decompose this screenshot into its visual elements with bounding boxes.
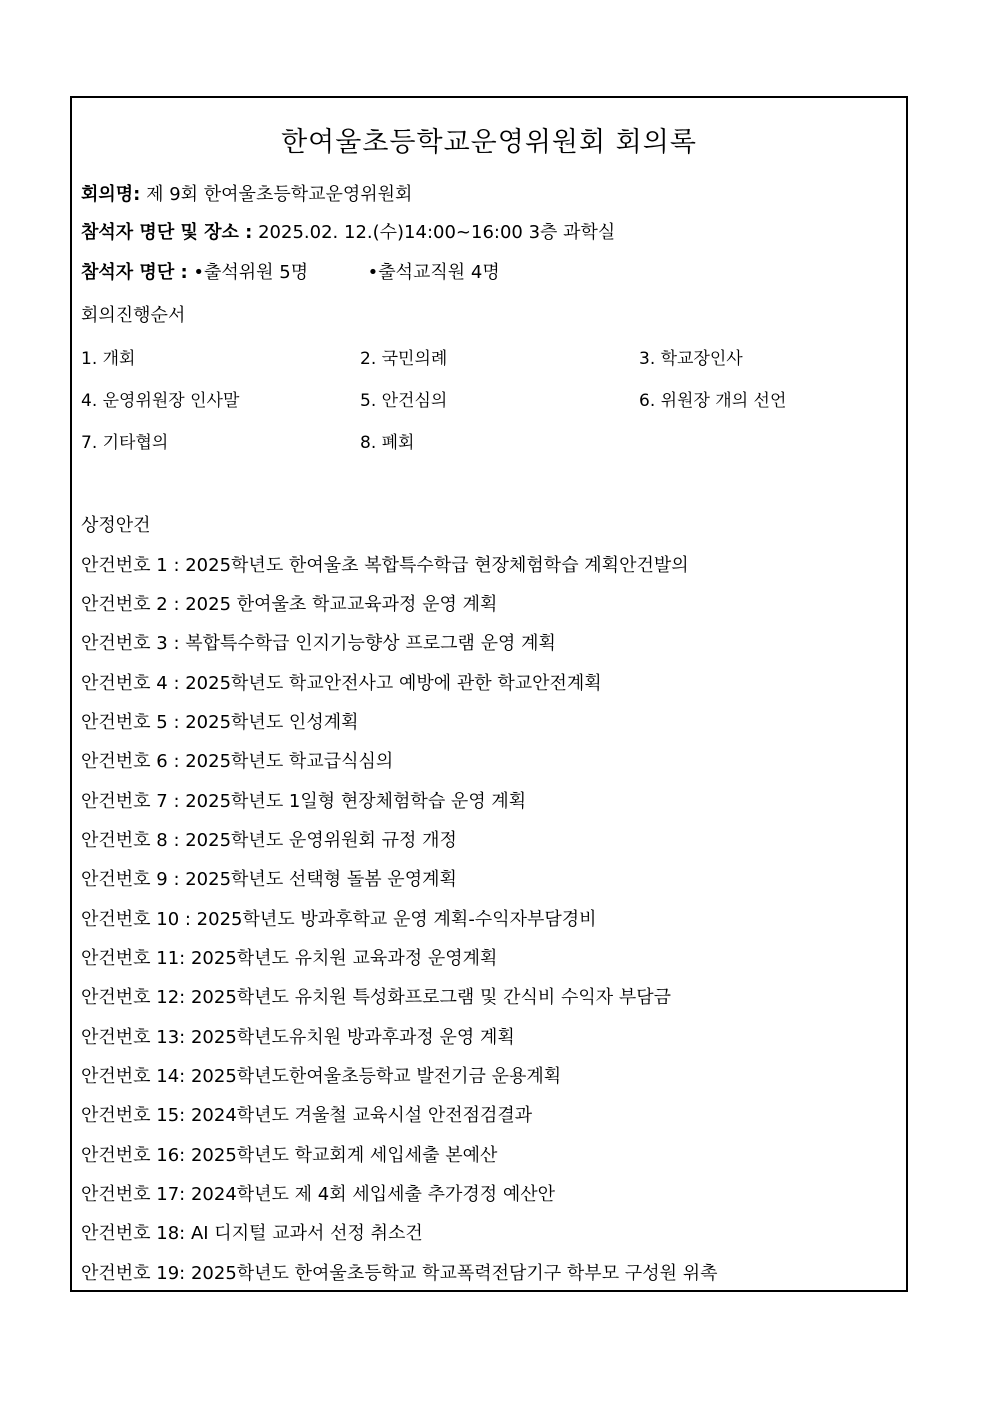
agenda-item: 안건번호 19: 2025학년도 한여울초등학교 학교폭력전담기구 학부모 구성원 위촉 [81,1263,718,1284]
order-item: 5. 안건심의 [360,391,448,411]
agenda-item: 안건번호 18: AI 디지털 교과서 선정 취소건 [81,1223,423,1244]
agenda-item: 안건번호 2 : 2025 한여울초 학교교육과정 운영 계획 [81,594,498,615]
agenda-item: 안건번호 7 : 2025학년도 1일형 현장체험학습 운영 계획 [81,791,527,812]
order-item: 6. 위원장 개의 선언 [639,391,787,411]
agenda-heading: 상정안건 [81,515,151,536]
attendees-label: 참석자 명단 : [81,262,188,283]
agenda-item: 안건번호 15: 2024학년도 겨울철 교육시설 안전점검결과 [81,1105,533,1126]
agenda-item: 안건번호 8 : 2025학년도 운영위원회 규정 개정 [81,830,457,851]
attendees-staff: •출석교직원 4명 [367,262,500,283]
meeting-name-row [81,184,412,206]
agenda-item: 안건번호 6 : 2025학년도 학교급식심의 [81,751,394,772]
order-item: 8. 폐회 [360,433,415,453]
order-item: 2. 국민의례 [360,349,448,369]
attendee-place-value: 2025.02. 12.(수)14:00~16:00 3층 과학실 [258,222,616,243]
order-item: 7. 기타협의 [81,433,169,453]
order-item: 3. 학교장인사 [639,349,743,369]
meeting-name-value: 제 9회 한여울초등학교운영위원회 [146,184,413,205]
agenda-item: 안건번호 14: 2025학년도한여울초등학교 발전기금 운용계획 [81,1066,562,1087]
attendee-place-row [81,222,615,244]
agenda-item: 안건번호 1 : 2025학년도 한여울초 복합특수학급 현장체험학습 계획안건발의 [81,555,689,576]
agenda-item: 안건번호 11: 2025학년도 유치원 교육과정 운영계획 [81,948,498,969]
order-item: 4. 운영위원장 인사말 [81,391,240,411]
agenda-item: 안건번호 5 : 2025학년도 인성계획 [81,712,359,733]
agenda-item: 안건번호 12: 2025학년도 유치원 특성화프로그램 및 간식비 수익자 부담금 [81,987,672,1008]
attendees-row [81,262,500,284]
agenda-item: 안건번호 17: 2024학년도 제 4회 세입세출 추가경정 예산안 [81,1184,556,1205]
document-frame [70,96,908,1292]
agenda-item: 안건번호 4 : 2025학년도 학교안전사고 예방에 관한 학교안전계획 [81,673,602,694]
agenda-item: 안건번호 13: 2025학년도유치원 방과후과정 운영 계획 [81,1027,515,1048]
agenda-item: 안건번호 9 : 2025학년도 선택형 돌봄 운영계획 [81,869,457,890]
meeting-name-label: 회의명: [81,184,141,205]
order-heading: 회의진행순서 [81,305,186,326]
document-title: 한여울초등학교운영위원회 회의록 [281,127,697,158]
agenda-item: 안건번호 3 : 복합특수학급 인지기능향상 프로그램 운영 계획 [81,633,556,654]
agenda-item: 안건번호 16: 2025학년도 학교회계 세입세출 본예산 [81,1145,498,1166]
order-item: 1. 개회 [81,349,136,369]
attendees-committee: •출석위원 5명 [193,262,309,283]
agenda-item: 안건번호 10 : 2025학년도 방과후학교 운영 계획-수익자부담경비 [81,909,597,930]
attendee-place-label: 참석자 명단 및 장소 : [81,222,253,243]
